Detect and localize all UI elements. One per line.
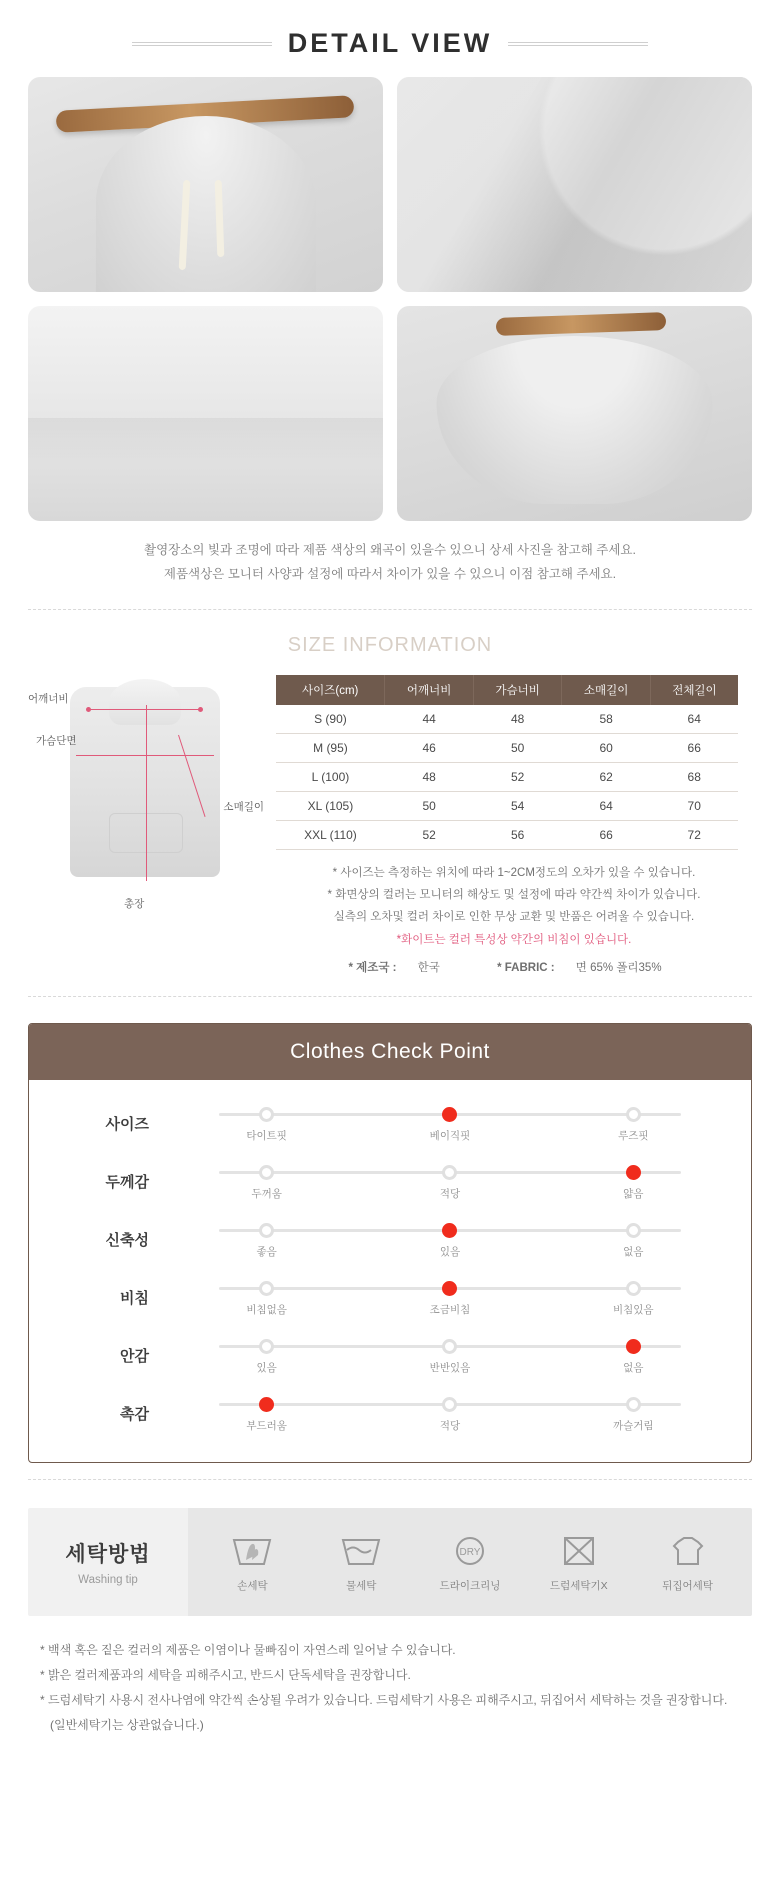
washing-icon-label: 드럼세탁기X xyxy=(549,1579,608,1592)
checkpoint-option[interactable] xyxy=(175,1102,358,1143)
checkpoint-option[interactable] xyxy=(175,1392,358,1433)
photo-disclaimer-line1: 촬영장소의 빛과 조명에 따라 제품 색상의 왜곡이 있을수 있으니 상세 사진을 참고해 주세요. xyxy=(144,543,636,557)
washing-icon-item xyxy=(645,1530,731,1594)
size-notes xyxy=(276,862,752,980)
washing-tip-section xyxy=(28,1508,752,1616)
cell-size: XXL (110) xyxy=(276,820,385,849)
option-label: 루즈핏 xyxy=(618,1129,649,1142)
washing-notes xyxy=(0,1616,780,1739)
option-label: 있음 xyxy=(256,1361,277,1374)
washing-icon-label: 드라이크리닝 xyxy=(439,1579,501,1592)
option-label: 타이트핏 xyxy=(246,1129,287,1142)
fabric-info xyxy=(497,962,679,974)
no-tumble-dry-icon xyxy=(555,1530,603,1570)
cell-shoulder: 48 xyxy=(385,762,474,791)
cell-chest: 50 xyxy=(473,733,562,762)
washing-note-2: * 밝은 컬러제품과의 세탁을 피해주시고, 반드시 단독세탁을 권장합니다. xyxy=(40,1667,411,1682)
washing-icon-item xyxy=(318,1530,404,1594)
option-dot[interactable] xyxy=(259,1107,274,1122)
origin-value: 한국 xyxy=(417,962,440,975)
checkpoint-option[interactable] xyxy=(175,1276,358,1317)
option-dot[interactable] xyxy=(442,1165,457,1180)
dot-shoulder-right xyxy=(198,707,203,712)
checkpoint-scale xyxy=(175,1102,725,1146)
cell-total: 64 xyxy=(650,705,738,734)
cell-total: 66 xyxy=(650,733,738,762)
cell-shoulder: 50 xyxy=(385,791,474,820)
option-dot[interactable] xyxy=(259,1281,274,1296)
washing-title: 세탁방법 xyxy=(65,1542,151,1566)
origin-info xyxy=(348,962,461,974)
divider-1 xyxy=(28,609,752,610)
cell-total: 70 xyxy=(650,791,738,820)
hood-string-right xyxy=(215,180,225,258)
option-label: 없음 xyxy=(623,1245,644,1258)
option-dot-selected[interactable] xyxy=(626,1339,641,1354)
size-note-3: 실측의 오차및 컬러 차이로 인한 무상 교환 및 반품은 어려울 수 있습니다. xyxy=(333,911,695,924)
option-dot[interactable] xyxy=(442,1339,457,1354)
arrow-shoulder xyxy=(88,709,200,710)
washing-subtitle: Washing tip xyxy=(78,1573,138,1586)
label-total-length: 총장 xyxy=(124,897,145,910)
option-dot[interactable] xyxy=(259,1339,274,1354)
option-dot[interactable] xyxy=(442,1397,457,1412)
checkpoint-label: 안감 xyxy=(120,1348,149,1366)
table-row xyxy=(276,762,738,791)
size-col-total: 전체길이 xyxy=(650,675,738,705)
checkpoint-label: 비침 xyxy=(120,1290,149,1308)
label-chest-width: 가슴단면 xyxy=(36,734,77,747)
cell-size: XL (105) xyxy=(276,791,385,820)
table-row xyxy=(276,733,738,762)
checkpoint-row-lining xyxy=(55,1334,725,1378)
arrow-total xyxy=(146,705,147,881)
option-label: 부드러움 xyxy=(246,1419,287,1432)
cell-total: 68 xyxy=(650,762,738,791)
size-information-title: SIZE INFORMATION xyxy=(287,633,493,656)
fabric-value: 면 65% 폴리35% xyxy=(575,962,662,975)
checkpoint-row-thickness xyxy=(55,1160,725,1204)
cell-chest: 48 xyxy=(473,705,562,734)
cell-shoulder: 46 xyxy=(385,733,474,762)
size-note-white-sheer: *화이트는 컬러 특성상 약간의 비침이 있습니다. xyxy=(396,933,632,946)
option-dot[interactable] xyxy=(626,1397,641,1412)
cell-total: 72 xyxy=(650,820,738,849)
fabric-label: * FABRIC : xyxy=(497,962,555,975)
checkpoint-scale xyxy=(175,1392,725,1436)
option-dot[interactable] xyxy=(259,1223,274,1238)
cell-size: M (95) xyxy=(276,733,385,762)
dry-flat-icon xyxy=(664,1530,712,1570)
option-label: 적당 xyxy=(439,1187,461,1200)
checkpoint-option[interactable] xyxy=(358,1276,541,1317)
cell-sleeve: 60 xyxy=(562,733,651,762)
size-col-size: 사이즈(cm) xyxy=(276,675,385,705)
checkpoint-option[interactable] xyxy=(358,1160,541,1201)
checkpoint-option[interactable] xyxy=(542,1276,725,1317)
option-label: 반반있음 xyxy=(429,1361,471,1374)
option-dot[interactable] xyxy=(626,1107,641,1122)
checkpoint-option[interactable] xyxy=(175,1160,358,1201)
checkpoint-option[interactable] xyxy=(358,1102,541,1143)
checkpoint-label: 촉감 xyxy=(120,1406,149,1424)
cell-shoulder: 52 xyxy=(385,820,474,849)
option-dot-selected[interactable] xyxy=(442,1281,457,1296)
cell-size: S (90) xyxy=(276,705,385,734)
option-label: 베이직핏 xyxy=(429,1129,471,1142)
product-photo-hood-back xyxy=(397,306,752,521)
rule-right xyxy=(508,42,648,46)
checkpoint-option[interactable] xyxy=(358,1392,541,1433)
label-sleeve-length: 소매길이 xyxy=(223,800,264,813)
option-label: 비침있음 xyxy=(612,1303,654,1316)
detail-view-header xyxy=(0,0,780,77)
rule-left xyxy=(132,42,272,46)
checkpoint-label: 신축성 xyxy=(105,1232,149,1250)
product-photo-hood-front xyxy=(28,77,383,292)
washing-tip-heading xyxy=(28,1508,188,1616)
hand-wash-icon xyxy=(228,1530,276,1570)
machine-wash-icon xyxy=(337,1530,385,1570)
option-dot[interactable] xyxy=(259,1165,274,1180)
washing-note-3: * 드럼세탁기 사용시 전사나염에 약간씩 손상될 우려가 있습니다. 드럼세탁기 사용은 피해주시고, 뒤집어서 세탁하는 것을 권장합니다. xyxy=(40,1692,728,1707)
dot-shoulder-left xyxy=(86,707,91,712)
washing-icon-label: 물세탁 xyxy=(345,1579,377,1592)
size-note-2: * 화면상의 컬러는 모니터의 해상도 및 설정에 따라 약간씩 차이가 있습니다. xyxy=(327,888,701,901)
clothes-check-point-panel xyxy=(28,1023,752,1463)
size-note-1: * 사이즈는 측정하는 위치에 따라 1~2CM정도의 오차가 있을 수 있습니다. xyxy=(332,866,696,879)
divider-2 xyxy=(28,996,752,997)
washing-icon-list xyxy=(188,1508,752,1616)
arrow-chest xyxy=(76,755,214,756)
cell-sleeve: 62 xyxy=(562,762,651,791)
product-photo-hem-detail xyxy=(28,306,383,521)
option-dot-selected[interactable] xyxy=(442,1107,457,1122)
washing-icon-item xyxy=(209,1530,295,1594)
cell-sleeve: 58 xyxy=(562,705,651,734)
hoodie-illustration xyxy=(70,687,220,877)
option-label: 좋음 xyxy=(256,1245,277,1258)
option-dot-selected[interactable] xyxy=(442,1223,457,1238)
size-col-shoulder: 어깨너비 xyxy=(385,675,474,705)
checkpoint-scale xyxy=(175,1160,725,1204)
origin-fabric-row xyxy=(276,957,752,979)
page-title: DETAIL VIEW xyxy=(287,28,493,58)
option-label: 적당 xyxy=(439,1419,461,1432)
checkpoint-option[interactable] xyxy=(542,1102,725,1143)
checkpoint-label: 두께감 xyxy=(105,1174,149,1192)
checkpoint-scale xyxy=(175,1218,725,1262)
checkpoint-row-sheerness xyxy=(55,1276,725,1320)
divider-3 xyxy=(28,1479,752,1480)
checkpoint-option[interactable] xyxy=(358,1334,541,1375)
checkpoint-row-size xyxy=(55,1102,725,1146)
size-col-sleeve: 소매길이 xyxy=(562,675,651,705)
size-information-section xyxy=(0,675,780,980)
cell-sleeve: 66 xyxy=(562,820,651,849)
dry-clean-icon xyxy=(446,1530,494,1570)
checkpoint-option[interactable] xyxy=(542,1160,725,1201)
option-label: 비침없음 xyxy=(246,1303,287,1316)
checkpoint-option[interactable] xyxy=(175,1218,358,1259)
origin-label: * 제조국 : xyxy=(348,962,397,975)
checkpoint-option[interactable] xyxy=(358,1218,541,1259)
svg-text:DRY: DRY xyxy=(459,1546,481,1558)
size-measure-diagram xyxy=(28,675,266,915)
washing-icon-label: 뒤집어세탁 xyxy=(662,1579,713,1592)
photo-disclaimer-line2: 제품색상은 모니터 사양과 설정에 따라서 차이가 있을 수 있으니 이점 참고해 주세요. xyxy=(163,566,617,581)
option-label: 조금비침 xyxy=(429,1303,471,1316)
detail-photo-grid xyxy=(0,77,780,521)
table-row xyxy=(276,705,738,734)
cell-sleeve: 64 xyxy=(562,791,651,820)
cell-chest: 52 xyxy=(473,762,562,791)
option-dot-selected[interactable] xyxy=(626,1165,641,1180)
checkpoint-scale xyxy=(175,1276,725,1320)
washing-icon-item xyxy=(536,1530,622,1594)
option-label: 없음 xyxy=(623,1361,644,1374)
clothes-check-point-body xyxy=(29,1080,751,1462)
size-table xyxy=(276,675,738,850)
option-dot-selected[interactable] xyxy=(259,1397,274,1412)
checkpoint-option[interactable] xyxy=(542,1392,725,1433)
size-table-header-row xyxy=(276,675,738,705)
checkpoint-label: 사이즈 xyxy=(105,1116,149,1134)
option-label: 있음 xyxy=(439,1245,461,1258)
hood-string-left xyxy=(178,180,190,271)
cell-chest: 54 xyxy=(473,791,562,820)
washing-note-1: * 백색 혹은 짙은 컬러의 제품은 이염이나 물빠짐이 자연스레 일어날 수 있습니다. xyxy=(40,1642,456,1657)
checkpoint-row-elasticity xyxy=(55,1218,725,1262)
checkpoint-row-texture xyxy=(55,1392,725,1436)
washing-note-4: (일반세탁기는 상관없습니다.) xyxy=(50,1718,204,1733)
cell-shoulder: 44 xyxy=(385,705,474,734)
checkpoint-option[interactable] xyxy=(175,1334,358,1375)
option-label: 까슬거림 xyxy=(612,1419,654,1432)
product-photo-sleeve-cuff xyxy=(397,77,752,292)
photo-disclaimer xyxy=(0,521,780,593)
washing-icon-item xyxy=(427,1530,513,1594)
clothes-check-point-title: Clothes Check Point xyxy=(29,1024,751,1080)
checkpoint-scale xyxy=(175,1334,725,1378)
option-label: 얇음 xyxy=(623,1187,644,1200)
cell-chest: 56 xyxy=(473,820,562,849)
size-col-chest: 가슴너비 xyxy=(473,675,562,705)
option-dot[interactable] xyxy=(626,1223,641,1238)
table-row xyxy=(276,791,738,820)
option-dot[interactable] xyxy=(626,1281,641,1296)
washing-icon-label: 손세탁 xyxy=(237,1579,268,1592)
checkpoint-option[interactable] xyxy=(542,1218,725,1259)
label-shoulder-width: 어깨너비 xyxy=(28,692,69,705)
table-row xyxy=(276,820,738,849)
checkpoint-option[interactable] xyxy=(542,1334,725,1375)
option-label: 두꺼움 xyxy=(251,1187,282,1200)
cell-size: L (100) xyxy=(276,762,385,791)
